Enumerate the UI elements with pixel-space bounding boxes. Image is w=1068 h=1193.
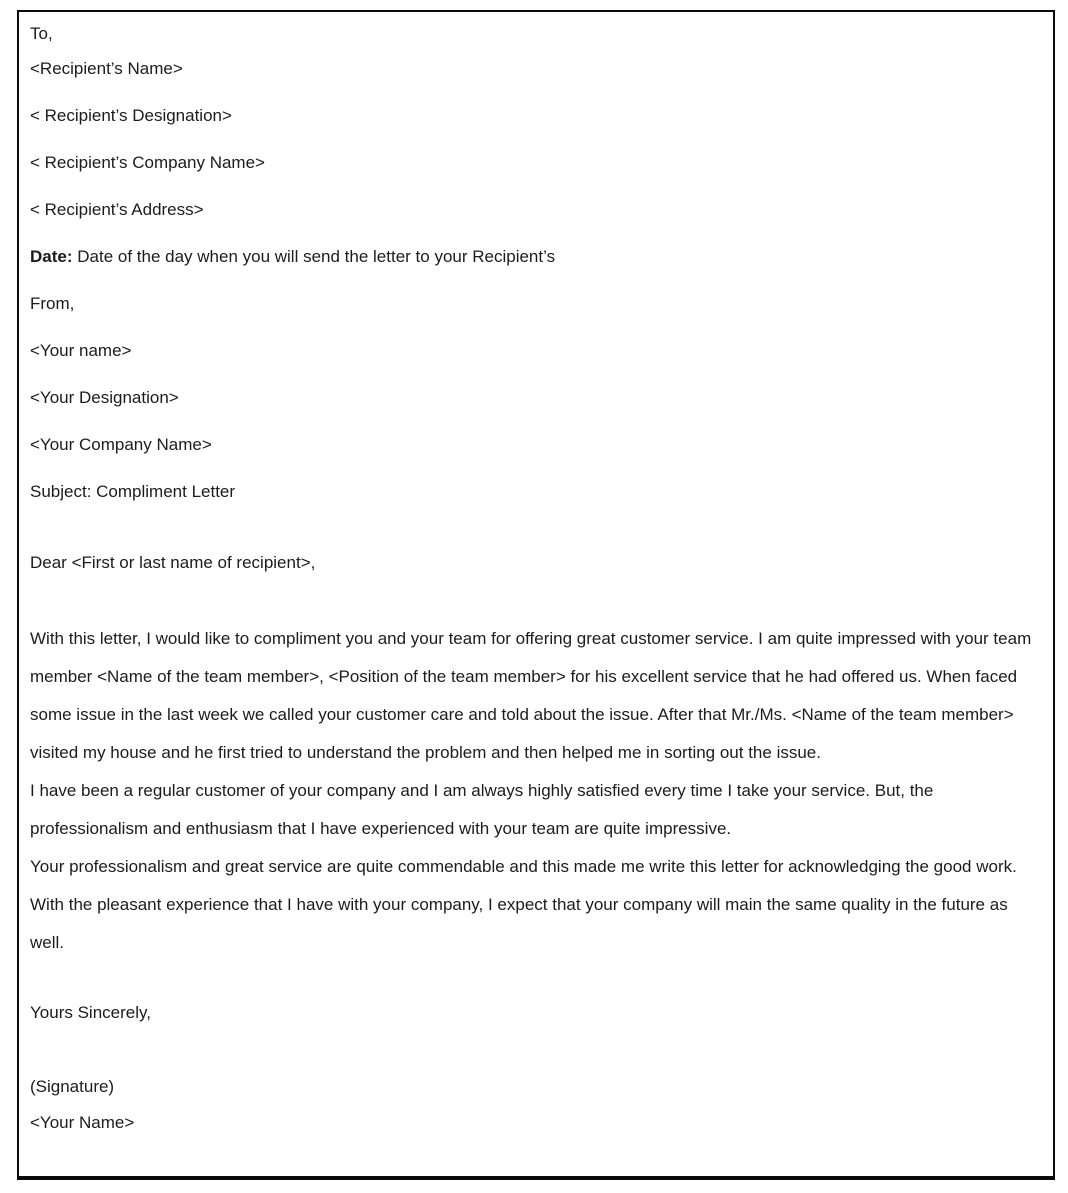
date-line (30, 244, 1042, 270)
sender-from-line: From, (30, 294, 75, 313)
signature-placeholder: (Signature) (30, 1077, 115, 1096)
salutation-line: Dear <First or last name of recipient>, (30, 553, 316, 572)
subject-line: Subject: Compliment Letter (30, 482, 236, 501)
recipient-company-placeholder: < Recipient’s Company Name> (30, 153, 265, 172)
date-label: Date: (30, 247, 73, 266)
recipient-name-placeholder: <Recipient’s Name> (30, 59, 183, 78)
sender-company-placeholder: <Your Company Name> (30, 435, 212, 454)
recipient-to-line: To, (30, 24, 53, 43)
body-paragraph-2: I have been a regular customer of your company and I am always highly satisfied every time I take your service. But, the professionalism and enthusiasm that I have experienced with your team are quite impressive. (30, 781, 934, 838)
letter-page (17, 10, 1055, 1180)
closing-line: Yours Sincerely, (30, 1003, 151, 1022)
date-instruction: Date of the day when you will send the letter to your Recipient’s (72, 247, 556, 266)
sender-designation-placeholder: <Your Designation> (30, 388, 179, 407)
recipient-address-placeholder: < Recipient’s Address> (30, 200, 204, 219)
body-paragraph-1: With this letter, I would like to compliment you and your team for offering great customer service. I am quite impressed with your team member <Name of the team member>, <Position of the team member> for his excellent service that he had offered us. When faced some issue in the last week we called your customer care and told about the issue. After that Mr./Ms. <Name of the team member> visited my house and he first tried to understand the problem and then helped me in sorting out the issue. (30, 629, 1032, 762)
signer-name-placeholder: <Your Name> (30, 1113, 135, 1132)
recipient-designation-placeholder: < Recipient’s Designation> (30, 106, 232, 125)
sender-name-placeholder: <Your name> (30, 341, 132, 360)
body-paragraph-3: Your professionalism and great service are quite commendable and this made me write this letter for acknowledging the good work. With the pleasant experience that I have with your company, I expect that your company will main the same quality in the future as well. (30, 857, 1017, 952)
